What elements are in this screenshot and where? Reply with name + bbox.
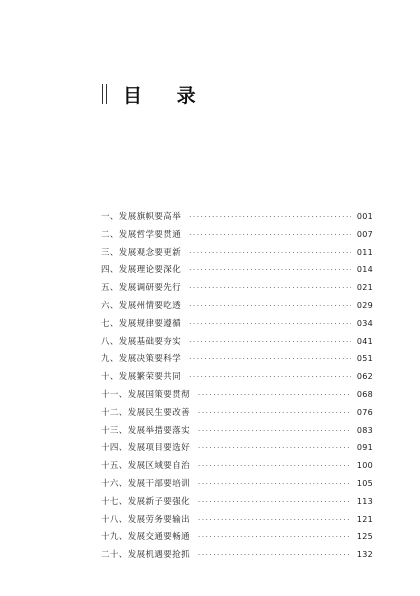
table-of-contents [101,208,373,564]
toc-entry[interactable] [101,511,373,529]
toc-entry-title: 十四、发展项目要选好 [101,443,191,454]
contents-heading [102,82,210,106]
toc-entry-page: 041 [356,336,373,346]
toc-entry-title: 九、发展决策要科学 [101,354,182,365]
toc-entry-title: 四、发展理论要深化 [101,265,182,276]
toc-entry-page: 121 [356,514,373,524]
toc-entry-title: 十五、发展区域要自治 [101,461,191,472]
toc-entry-title: 十七、发展新子要强化 [101,496,191,507]
dot-leader [198,440,351,458]
dot-leader [189,316,351,334]
toc-entry[interactable] [101,457,373,475]
toc-entry-page: 100 [356,461,373,471]
toc-entry-page: 132 [356,550,373,560]
dot-leader [198,476,351,494]
toc-entry-title: 六、发展州情要吃透 [101,300,182,311]
toc-entry-title: 十九、发展交通要畅通 [101,532,191,543]
dot-leader [198,405,351,423]
toc-entry[interactable] [101,208,373,226]
toc-entry-title: 七、发展规律要遵循 [101,318,182,329]
dot-leader [189,227,351,245]
toc-entry-title: 一、发展旗帜要高举 [101,212,182,222]
toc-entry-title: 十三、发展举措要落实 [101,425,191,436]
toc-entry-page: 068 [356,389,373,399]
toc-entry-page: 007 [356,229,373,239]
dot-leader [189,262,351,280]
toc-entry[interactable] [101,528,373,546]
toc-entry[interactable] [101,333,373,351]
dot-leader [189,369,351,387]
toc-entry-page: 011 [356,247,373,257]
heading-double-rule [102,84,107,104]
toc-entry-page: 034 [356,318,373,328]
toc-entry-page: 125 [356,532,373,542]
toc-entry[interactable] [101,279,373,297]
toc-entry[interactable] [101,315,373,333]
toc-entry-page: 091 [356,443,373,453]
dot-leader [198,458,351,476]
toc-entry-title: 十、发展繁荣要共同 [101,372,182,383]
dot-leader [189,209,351,227]
toc-entry[interactable] [101,546,373,564]
toc-entry[interactable] [101,475,373,493]
toc-entry-page: 105 [356,478,373,488]
toc-entry-title: 二十、发展机遇要抢抓 [101,550,191,561]
toc-entry-page: 029 [356,300,373,310]
dot-leader [198,512,351,530]
contents-title: 目 录 [123,84,210,107]
dot-leader [198,387,351,405]
toc-entry-page: 113 [356,496,373,506]
toc-entry-page: 001 [356,212,373,221]
toc-entry-page: 021 [356,283,373,293]
toc-entry[interactable] [101,493,373,511]
toc-entry[interactable] [101,422,373,440]
toc-entry-title: 五、发展调研要先行 [101,283,182,294]
toc-entry[interactable] [101,226,373,244]
toc-entry-title: 十二、发展民生要改善 [101,407,191,418]
toc-entry[interactable] [101,404,373,422]
toc-entry-title: 八、发展基础要夯实 [101,336,182,347]
dot-leader [198,494,351,512]
dot-leader [198,423,351,441]
toc-entry[interactable] [101,439,373,457]
toc-entry-title: 十六、发展干部要培训 [101,478,191,489]
toc-entry[interactable] [101,368,373,386]
toc-entry[interactable] [101,386,373,404]
toc-entry-page: 051 [356,354,373,364]
dot-leader [198,529,351,547]
toc-entry-title: 十八、发展劳务要输出 [101,514,191,525]
toc-entry-page: 062 [356,372,373,382]
toc-entry[interactable] [101,244,373,262]
dot-leader [189,298,351,316]
dot-leader [189,334,351,352]
toc-entry-title: 二、发展哲学要贯通 [101,229,182,240]
toc-entry-page: 076 [356,407,373,417]
toc-entry-title: 十一、发展国策要贯彻 [101,389,191,400]
toc-entry[interactable] [101,297,373,315]
dot-leader [189,280,351,298]
toc-entry-title: 三、发展观念要更新 [101,247,182,258]
toc-entry-page: 014 [356,265,373,275]
dot-leader [189,245,351,263]
dot-leader [189,351,351,369]
dot-leader [198,547,351,565]
toc-entry-page: 083 [356,425,373,435]
toc-entry[interactable] [101,261,373,279]
toc-entry[interactable] [101,350,373,368]
